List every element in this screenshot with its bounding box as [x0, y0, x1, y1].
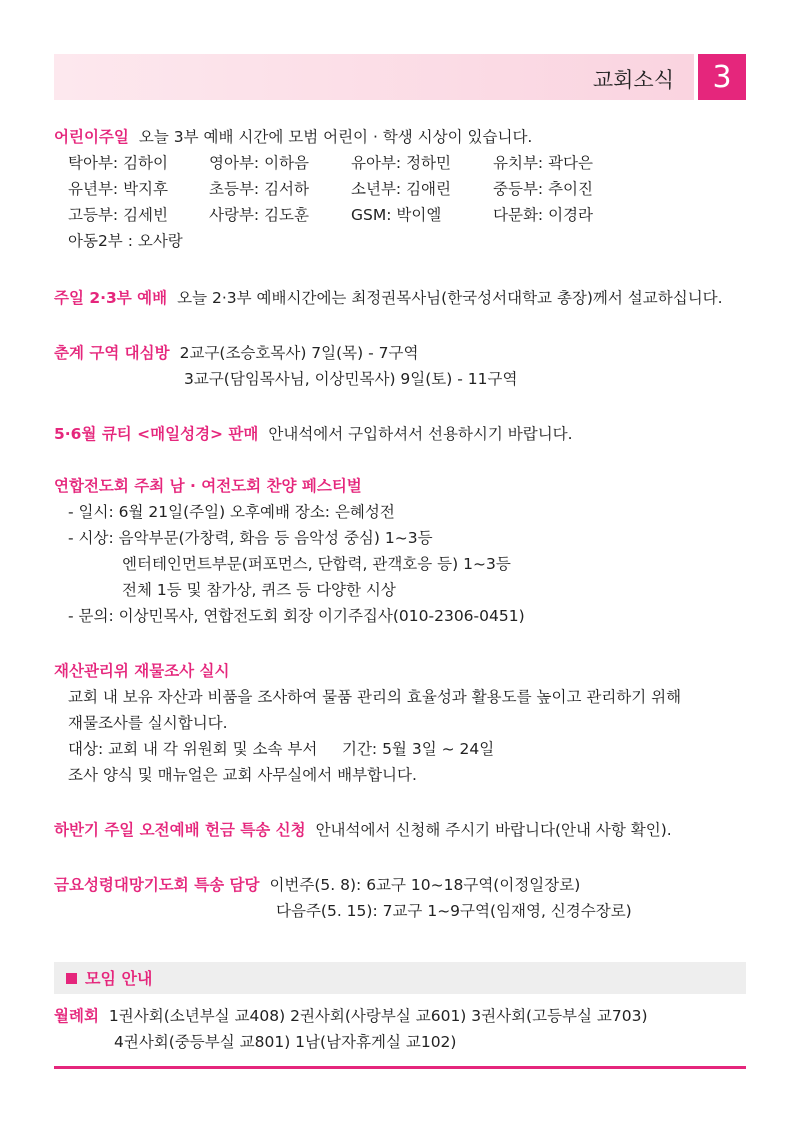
section-label: 어린이주일: [54, 128, 129, 146]
award-item: 탁아부: 김하이: [68, 154, 168, 172]
award-item: GSM: 박이엘: [351, 206, 442, 224]
inventory-line: 조사 양식 및 매뉴얼은 교회 사무실에서 배부합니다.: [68, 766, 417, 784]
festival-line: - 일시: 6월 21일(주일) 오후예배 장소: 은혜성전: [68, 503, 395, 521]
inventory-line: 대상: 교회 내 각 위원회 및 소속 부서 기간: 5월 3일 ~ 24일: [68, 740, 495, 758]
qt-section: [54, 421, 746, 447]
friday-prayer-section: [54, 872, 746, 924]
award-item: 사랑부: 김도훈: [209, 206, 309, 224]
award-item: 초등부: 김서하: [209, 180, 309, 198]
section-label: 춘계 구역 대심방: [54, 344, 170, 362]
section-text: 오늘 3부 예배 시간에 모범 어린이 · 학생 시상이 있습니다.: [138, 128, 533, 146]
visit-line: 2교구(조승호목사) 7일(목) - 7구역: [179, 344, 419, 362]
award-item: 유년부: 박지후: [68, 180, 168, 198]
festival-section: [54, 473, 746, 629]
award-item: 아동2부 : 오사랑: [68, 232, 183, 250]
meetings-section: [54, 1003, 746, 1055]
meetings-header: [54, 962, 746, 994]
offering-song-section: [54, 817, 746, 843]
festival-line: 전체 1등 및 참가상, 퀴즈 등 다양한 시상: [122, 581, 396, 599]
section-text: 오늘 2·3부 예배시간에는 최정권목사님(한국성서대학교 총장)께서 설교하십니다.: [177, 289, 723, 307]
visit-line: 3교구(담임목사님, 이상민목사) 9일(토) - 11구역: [184, 370, 518, 388]
prayer-line: 다음주(5. 15): 7교구 1~9구역(임재영, 신경수장로): [276, 902, 632, 920]
square-bullet-icon: [66, 973, 77, 984]
meeting-line: 4권사회(중등부실 교801) 1남(남자휴게실 교102): [114, 1033, 457, 1051]
page-header: [54, 54, 746, 100]
award-item: 다문화: 이경라: [493, 206, 593, 224]
section-text: 안내석에서 구입하셔서 선용하시기 바랍니다.: [268, 425, 573, 443]
award-item: 중등부: 추이진: [493, 180, 593, 198]
inventory-section: [54, 658, 746, 788]
meetings-title: 모임 안내: [85, 969, 153, 988]
section-label: 금요성령대망기도회 특송 담당: [54, 876, 260, 894]
section-text: 안내석에서 신청해 주시기 바랍니다(안내 사항 확인).: [315, 821, 672, 839]
award-item: 소년부: 김애린: [351, 180, 451, 198]
section-label: 월례회: [54, 1007, 99, 1025]
meeting-line: 1권사회(소년부실 교408) 2권사회(사랑부실 교601) 3권사회(고등부실 교703): [108, 1007, 648, 1025]
section-label: 5·6월 큐티 <매일성경> 판매: [54, 425, 259, 443]
bottom-divider: [54, 1066, 746, 1069]
section-label: 하반기 주일 오전예배 헌금 특송 신청: [54, 821, 306, 839]
festival-line: - 시상: 음악부문(가창력, 화음 등 음악성 중심) 1~3등: [68, 529, 433, 547]
children-sunday-section: [54, 124, 746, 254]
section-label: 연합전도회 주최 남 · 여전도회 찬양 페스티벌: [54, 477, 362, 495]
award-item: 영아부: 이하음: [209, 154, 309, 172]
worship-section: [54, 285, 746, 311]
section-label: 주일 2·3부 예배: [54, 289, 168, 307]
festival-line: 엔터테인먼트부문(퍼포먼스, 단합력, 관객호응 등) 1~3등: [122, 555, 511, 573]
inventory-line: 교회 내 보유 자산과 비품을 조사하여 물품 관리의 효율성과 활용도를 높이고 관리하기 위해: [68, 688, 682, 706]
award-item: 유치부: 곽다은: [493, 154, 593, 172]
inventory-line: 재물조사를 실시합니다.: [68, 714, 228, 732]
award-item: 유아부: 정하민: [351, 154, 451, 172]
page-number: 3: [698, 54, 746, 100]
award-item: 고등부: 김세빈: [68, 206, 168, 224]
page-title: 교회소식: [592, 68, 674, 92]
section-label: 재산관리위 재물조사 실시: [54, 662, 230, 680]
visit-section: [54, 340, 746, 392]
award-list: [54, 150, 746, 254]
prayer-line: 이번주(5. 8): 6교구 10~18구역(이정일장로): [269, 876, 581, 894]
festival-line: - 문의: 이상민목사, 연합전도회 회장 이기주집사(010-2306-0451): [68, 607, 525, 625]
